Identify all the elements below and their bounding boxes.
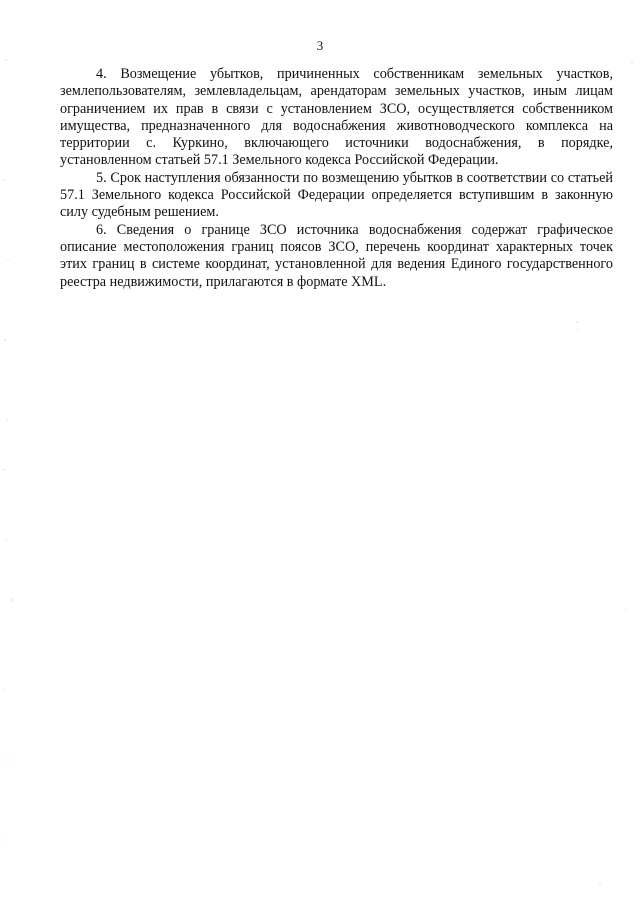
document-body [60,66,613,291]
page-number: 3 [316,38,324,53]
paragraph-obligation-term: 5. Срок наступления обязанности по возмещению убытков в соответствии со статьей 57.1 Земельного кодекса Российской Федерации определяется вступившим в законную силу судебным решением. [60,169,613,221]
paragraph-zso-boundary-info: 6. Сведения о границе ЗСО источника водоснабжения содержат графическое описание местоположения границ поясов ЗСО, перечень координат характерных точек этих границ в системе координат, установленной для ведения Единого государственного реестра недвижимости, прилагаются в формате XML. [60,221,613,290]
paragraph-compensation: 4. Возмещение убытков, причиненных собственникам земельных участков, землепользователям, землевладельцам, арендаторам земельных участков, иным лицам ограничением их прав в связи с установлением ЗСО, осуществляется собственником имущества, предназначенного для водоснабжения животноводческого комплекса на территории с. Куркино, включающего источники водоснабжения, в порядке, установленном статьей 57.1 Земельного кодекса Российской Федерации. [60,66,613,169]
